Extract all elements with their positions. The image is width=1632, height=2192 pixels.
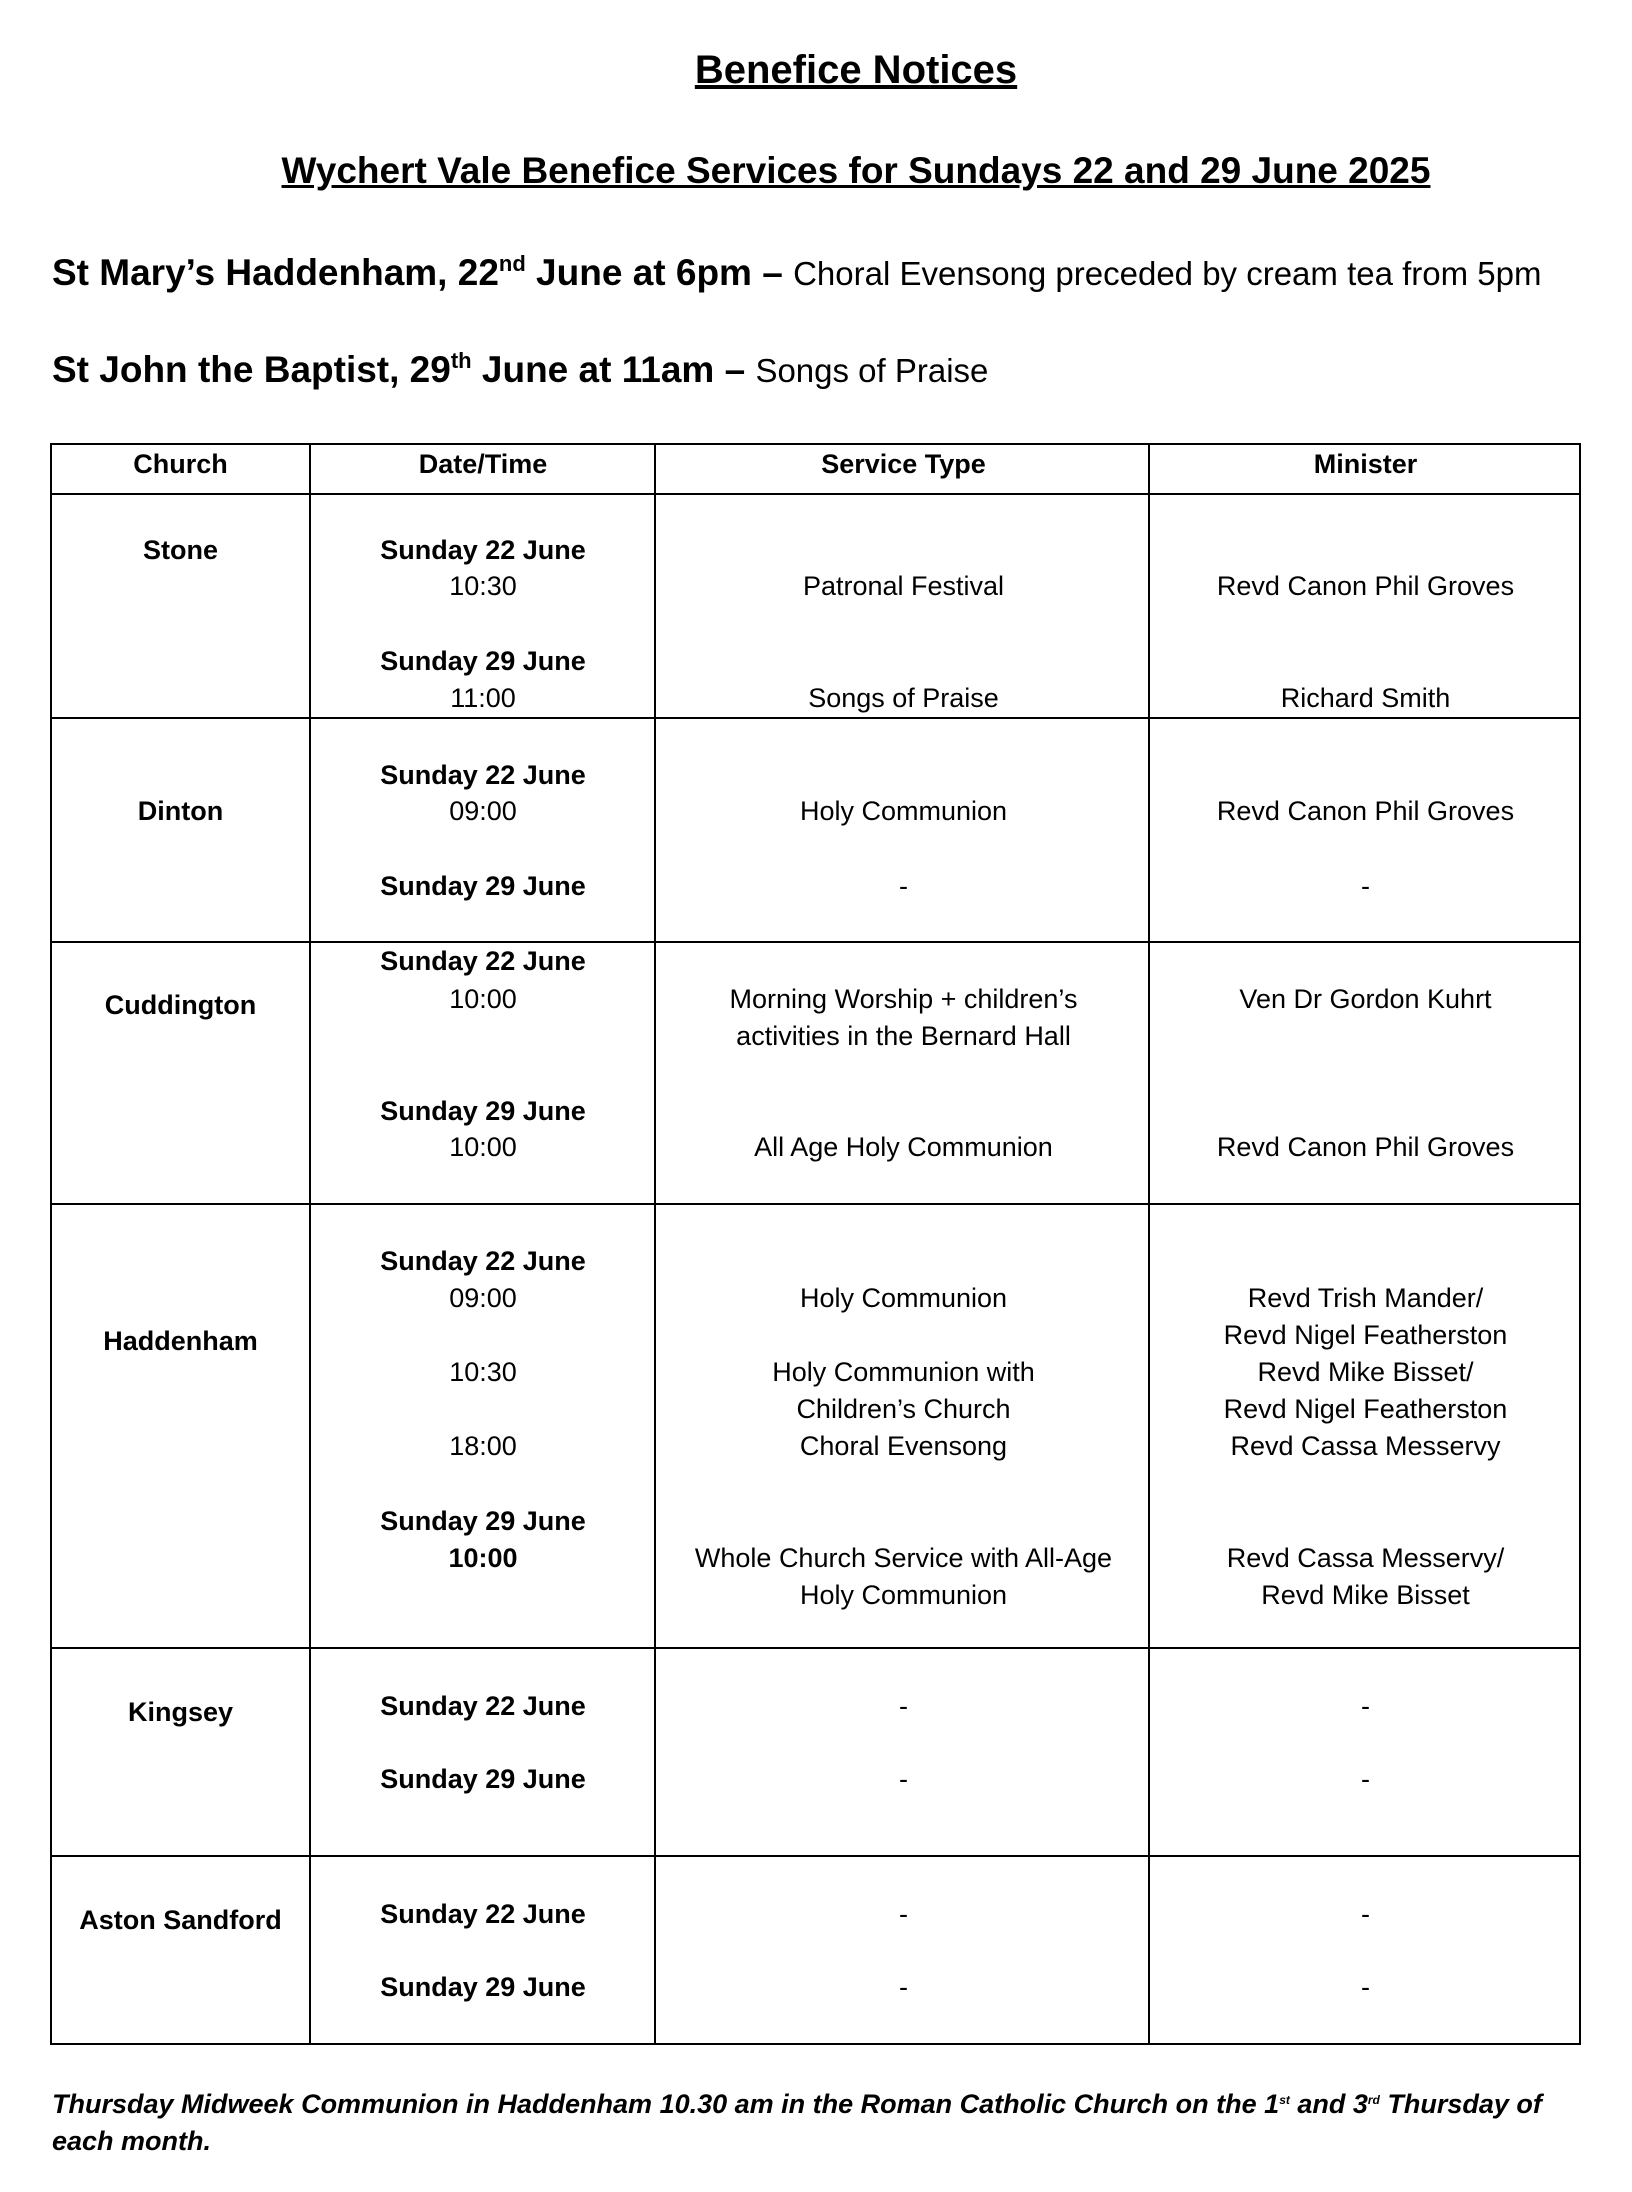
cuddington-time-1: 10:00 [449, 984, 517, 1014]
dinton-minister-1: Revd Canon Phil Groves [1216, 796, 1515, 826]
church-aston-sandford: Aston Sandford [79, 1905, 282, 1935]
cuddington-date-2: Sunday 29 June [380, 1096, 586, 1126]
cuddington-date-1: Sunday 22 June [380, 946, 586, 976]
haddenham-service-4a: Whole Church Service with All-Age [694, 1543, 1113, 1573]
stone-date-1: Sunday 22 June [380, 535, 586, 565]
aston-sandford-date-1: Sunday 22 June [380, 1899, 586, 1929]
footer-text-3: Thursday of each month. [52, 2089, 1542, 2156]
church-dinton: Dinton [137, 796, 224, 826]
stone-service-1: Patronal Festival [802, 571, 1005, 601]
page-subtitle: Wychert Vale Benefice Services for Sundays 22 and 29 June 2025 [281, 150, 1431, 191]
haddenham-service-4b: Holy Communion [799, 1580, 1008, 1610]
row-divider [52, 1647, 1579, 1649]
haddenham-minister-4a: Revd Cassa Messervy/ [1226, 1543, 1505, 1573]
stone-date-2: Sunday 29 June [380, 646, 586, 676]
haddenham-minister-4b: Revd Mike Bisset [1261, 1580, 1470, 1610]
aston-sandford-service-1: - [899, 1899, 908, 1929]
notice-st-john [52, 349, 988, 391]
cuddington-service-2: All Age Holy Communion [754, 1132, 1053, 1162]
haddenham-service-2a: Holy Communion with [772, 1357, 1035, 1387]
notice-ordinal: nd [498, 251, 526, 276]
haddenham-minister-3: Revd Cassa Messervy [1230, 1431, 1501, 1461]
haddenham-minister-1a: Revd Trish Mander/ [1247, 1283, 1484, 1313]
stone-minister-2: Richard Smith [1280, 683, 1451, 713]
haddenham-time-3: 18:00 [449, 1431, 517, 1461]
haddenham-time-4: 10:00 [448, 1543, 518, 1573]
notice-st-marys [52, 252, 1541, 294]
header-divider [52, 493, 1579, 495]
footer-ordinal-2: rd [1367, 2093, 1380, 2107]
notice-description: Choral Evensong preceded by cream tea from 5pm [793, 255, 1542, 292]
notice-ordinal: th [450, 348, 472, 373]
haddenham-date-1: Sunday 22 June [380, 1246, 586, 1276]
haddenham-service-3: Choral Evensong [799, 1431, 1008, 1461]
haddenham-service-2b: Children’s Church [796, 1394, 1011, 1424]
midweek-communion-note [52, 2086, 1592, 2160]
cuddington-service-1a: Morning Worship + children’s [729, 984, 1078, 1014]
cuddington-service-1b: activities in the Bernard Hall [736, 1021, 1071, 1051]
dinton-service-2: - [899, 871, 908, 901]
kingsey-date-2: Sunday 29 June [380, 1764, 586, 1794]
row-divider [52, 717, 1579, 719]
stone-time-2: 11:00 [450, 683, 516, 713]
page-title: Benefice Notices [694, 48, 1018, 92]
footer-ordinal-1: st [1279, 2093, 1290, 2107]
church-haddenham: Haddenham [103, 1326, 258, 1356]
dinton-minister-2: - [1361, 871, 1370, 901]
row-divider [52, 1855, 1579, 1857]
footer-text-2: and 3 [1289, 2089, 1368, 2119]
notice-time: June at 11am – [471, 349, 746, 390]
kingsey-minister-1: - [1361, 1691, 1370, 1721]
cuddington-minister-1: Ven Dr Gordon Kuhrt [1239, 984, 1492, 1014]
haddenham-minister-2a: Revd Mike Bisset/ [1257, 1357, 1474, 1387]
aston-sandford-minister-2: - [1361, 1972, 1370, 2002]
haddenham-date-2: Sunday 29 June [380, 1506, 586, 1536]
church-kingsey: Kingsey [127, 1697, 234, 1727]
kingsey-service-2: - [899, 1764, 908, 1794]
header-service-type: Service Type [821, 449, 986, 479]
stone-service-2: Songs of Praise [808, 683, 999, 713]
kingsey-minister-2: - [1361, 1764, 1370, 1794]
aston-sandford-service-2: - [899, 1972, 908, 2002]
header-minister: Minister [1313, 449, 1418, 479]
haddenham-time-1: 09:00 [449, 1283, 517, 1313]
haddenham-time-2: 10:30 [449, 1357, 517, 1387]
stone-minister-1: Revd Canon Phil Groves [1216, 571, 1515, 601]
row-divider [52, 941, 1579, 943]
notice-time: June at 6pm – [525, 252, 783, 293]
haddenham-service-1: Holy Communion [799, 1283, 1008, 1313]
notice-place-date: St Mary’s Haddenham, 22 [52, 252, 499, 293]
haddenham-minister-2b: Revd Nigel Featherston [1223, 1394, 1508, 1424]
dinton-date-1: Sunday 22 June [380, 760, 586, 790]
dinton-time-1: 09:00 [449, 796, 517, 826]
haddenham-minister-1b: Revd Nigel Featherston [1223, 1320, 1508, 1350]
header-date-time: Date/Time [418, 449, 548, 479]
cuddington-minister-2: Revd Canon Phil Groves [1216, 1132, 1515, 1162]
dinton-date-2: Sunday 29 June [380, 871, 586, 901]
stone-time-1: 10:30 [449, 571, 517, 601]
footer-text-1: Thursday Midweek Communion in Haddenham 10.30 am in the Roman Catholic Church on the 1 [52, 2089, 1280, 2119]
church-cuddington: Cuddington [104, 990, 257, 1020]
row-divider [52, 1203, 1579, 1205]
church-stone: Stone [142, 535, 218, 565]
notice-place-date: St John the Baptist, 29 [52, 349, 451, 390]
aston-sandford-minister-1: - [1361, 1899, 1370, 1929]
aston-sandford-date-2: Sunday 29 June [380, 1972, 586, 2002]
notice-description: Songs of Praise [755, 352, 989, 389]
header-church: Church [133, 449, 228, 479]
dinton-service-1: Holy Communion [799, 796, 1008, 826]
kingsey-date-1: Sunday 22 June [380, 1691, 586, 1721]
cuddington-time-2: 10:00 [449, 1132, 517, 1162]
kingsey-service-1: - [899, 1691, 908, 1721]
